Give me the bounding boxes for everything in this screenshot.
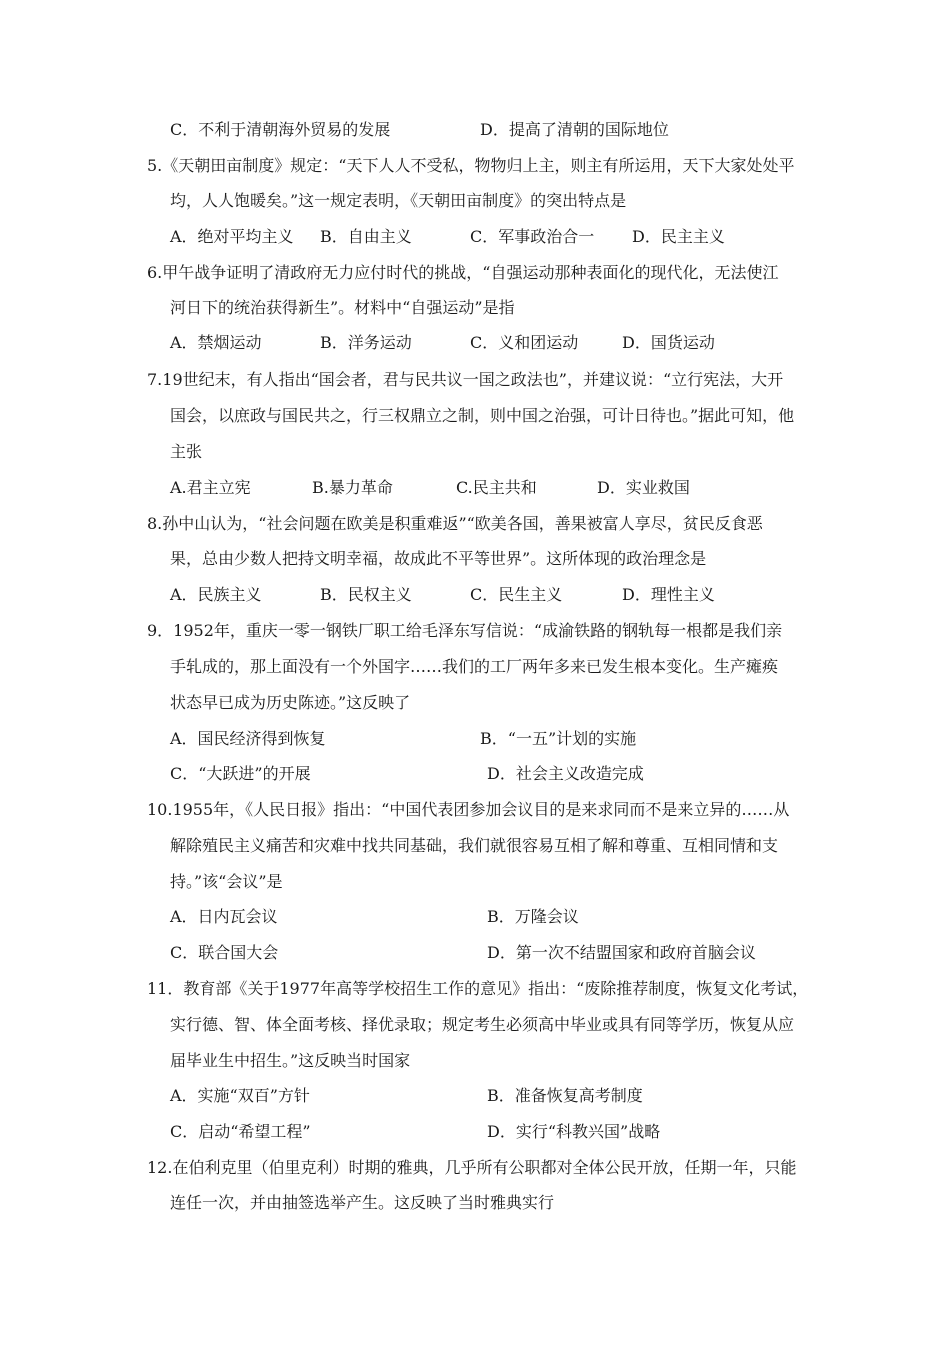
q11-option-a[interactable]: A．实施“双百”方针 [170, 1086, 310, 1105]
q9-stem-line-3: 状态早已成为历史陈迹。”这反映了 [170, 693, 411, 712]
q11-option-d[interactable]: D．实行“科教兴国”战略 [487, 1122, 661, 1141]
q6-option-b[interactable]: B．洋务运动 [320, 333, 412, 352]
q10-stem-line-1: 10.1955年，《人民日报》指出：“中国代表团参加会议目的是来求同而不是来立异的……从 [147, 800, 790, 819]
q6-option-d[interactable]: D．国货运动 [622, 333, 715, 352]
q8-stem-line-2: 果，总由少数人把持文明幸福，故成此不平等世界”。这所体现的政治理念是 [170, 549, 707, 568]
prev-option-c[interactable]: C．不利于清朝海外贸易的发展 [170, 120, 391, 139]
q5-option-b[interactable]: B．自由主义 [320, 227, 412, 246]
q8-stem-line-1: 8.孙中山认为，“社会问题在欧美是积重难返”“欧美各国，善果被富人享尽，贫民反食恶 [147, 514, 763, 533]
q7-option-a[interactable]: A.君主立宪 [170, 478, 251, 497]
q6-stem-line-1: 6.甲午战争证明了清政府无力应付时代的挑战，“自强运动那种表面化的现代化，无法使江 [147, 263, 779, 282]
q5-option-a[interactable]: A．绝对平均主义 [170, 227, 294, 246]
q9-option-a[interactable]: A．国民经济得到恢复 [170, 729, 326, 748]
q5-option-c[interactable]: C．军事政治合一 [470, 227, 595, 246]
q11-stem-line-2: 实行德、智、体全面考核、择优录取；规定考生必须高中毕业或具有同等学历，恢复从应 [170, 1015, 795, 1034]
q10-stem-line-2: 解除殖民主义痛苦和灾难中找共同基础，我们就很容易互相了解和尊重、互相同情和支 [170, 836, 779, 855]
q11-option-c[interactable]: C．启动“希望工程” [170, 1122, 311, 1141]
q5-stem-line-2: 均，人人饱暖矣。”这一规定表明，《天朝田亩制度》的突出特点是 [170, 191, 627, 210]
q6-option-c[interactable]: C．义和团运动 [470, 333, 579, 352]
prev-option-d[interactable]: D．提高了清朝的国际地位 [480, 120, 669, 139]
q9-option-b[interactable]: B．“一五”计划的实施 [480, 729, 637, 748]
q10-option-d[interactable]: D．第一次不结盟国家和政府首脑会议 [487, 943, 756, 962]
q10-option-c[interactable]: C．联合国大会 [170, 943, 279, 962]
q9-option-d[interactable]: D．社会主义改造完成 [487, 764, 644, 783]
q12-stem-line-2: 连任一次，并由抽签选举产生。这反映了当时雅典实行 [170, 1193, 555, 1212]
q12-stem-line-1: 12.在伯利克里（伯里克利）时期的雅典，几乎所有公职都对全体公民开放，任期一年，只能 [147, 1158, 797, 1177]
q7-option-d[interactable]: D．实业救国 [597, 478, 690, 497]
q6-option-a[interactable]: A．禁烟运动 [170, 333, 262, 352]
q6-stem-line-2: 河日下的统治获得新生”。材料中“自强运动”是指 [170, 298, 515, 317]
q11-stem-line-1: 11．教育部《关于1977年高等学校招生工作的意见》指出：“废除推荐制度，恢复文化考试， [147, 979, 809, 998]
q8-option-a[interactable]: A．民族主义 [170, 585, 262, 604]
q5-option-d[interactable]: D．民主主义 [632, 227, 725, 246]
q11-stem-line-3: 届毕业生中招生。”这反映当时国家 [170, 1051, 411, 1070]
q8-option-d[interactable]: D．理性主义 [622, 585, 715, 604]
q7-stem-line-2: 国会，以庶政与国民共之，行三权鼎立之制，则中国之治强，可计日待也。”据此可知，他 [170, 406, 795, 425]
q8-option-c[interactable]: C．民生主义 [470, 585, 563, 604]
q7-option-b[interactable]: B.暴力革命 [312, 478, 393, 497]
q7-stem-line-3: 主张 [170, 442, 203, 461]
q10-option-a[interactable]: A．日内瓦会议 [170, 907, 278, 926]
q9-stem-line-1: 9．1952年，重庆一零一钢铁厂职工给毛泽东写信说：“成渝铁路的钢轨每一根都是我们亲 [147, 621, 783, 640]
q5-stem-line-1: 5.《天朝田亩制度》规定：“天下人人不受私，物物归上主，则主有所运用，天下大家处处平 [147, 156, 795, 175]
q9-option-c[interactable]: C．“大跃进”的开展 [170, 764, 311, 783]
q10-option-b[interactable]: B．万隆会议 [487, 907, 579, 926]
q10-stem-line-3: 持。”该“会议”是 [170, 872, 283, 891]
q11-option-b[interactable]: B．准备恢复高考制度 [487, 1086, 643, 1105]
q7-option-c[interactable]: C.民主共和 [456, 478, 537, 497]
q7-stem-line-1: 7.19世纪末，有人指出“国会者，君与民共议一国之政法也”，并建议说：“立行宪法，大开 [147, 370, 784, 389]
q9-stem-line-2: 手轧成的，那上面没有一个外国字……我们的工厂两年多来已发生根本变化。生产瘫痪 [170, 657, 779, 676]
q8-option-b[interactable]: B．民权主义 [320, 585, 412, 604]
